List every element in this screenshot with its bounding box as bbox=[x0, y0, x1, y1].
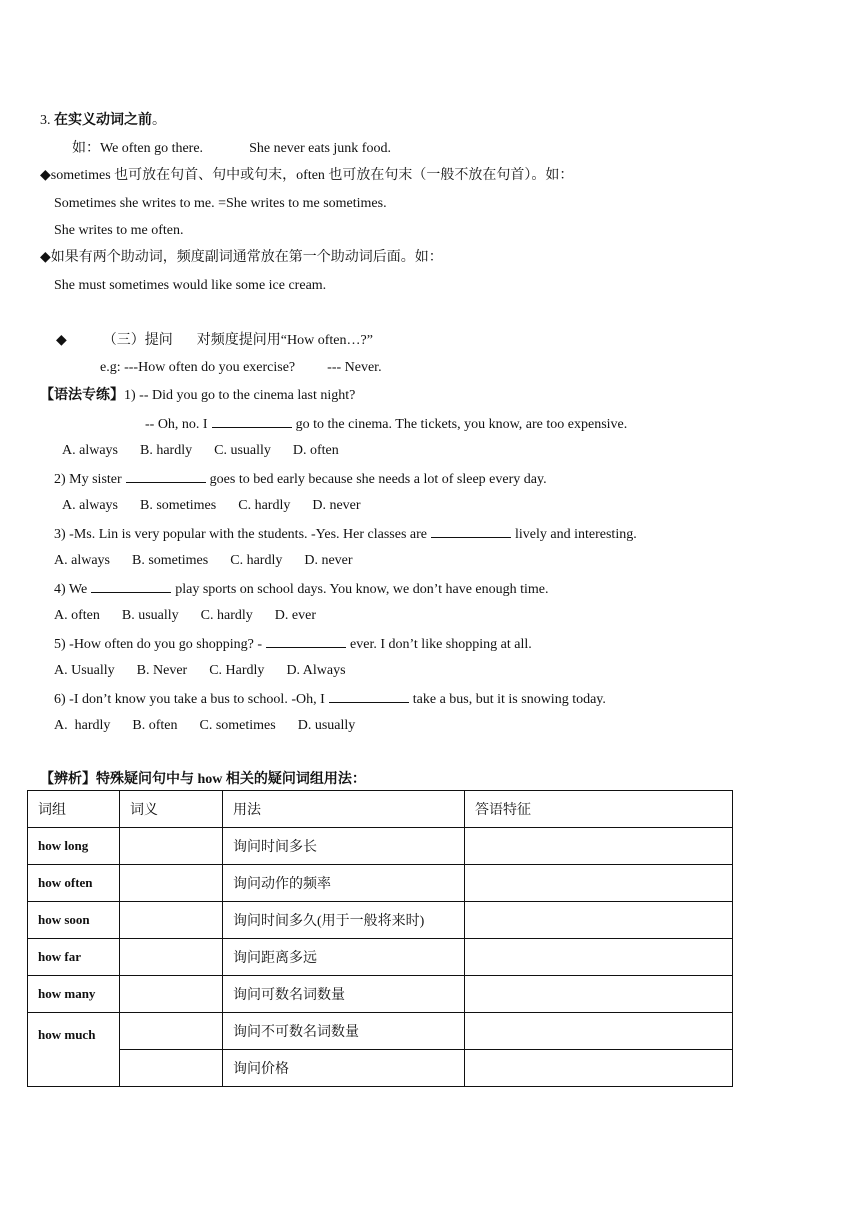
answer-feature-cell bbox=[465, 976, 733, 1013]
example-prefix: 如： bbox=[72, 141, 100, 156]
usage-cell: 询问可数名词数量 bbox=[223, 976, 465, 1013]
note-text: 如果有两个助动词，频度副词通常放在第一个助动词后面。如： bbox=[50, 250, 443, 265]
exercise-5-options bbox=[54, 662, 368, 680]
phrase-cell: how far bbox=[28, 939, 120, 976]
option-a: A. hardly bbox=[54, 718, 111, 733]
usage-cell: 询问距离多远 bbox=[223, 939, 465, 976]
header-phrase: 词组 bbox=[28, 791, 120, 828]
exercise-1-question bbox=[40, 387, 355, 405]
question-text-post: goes to bed early because she needs a lot of sleep every day. bbox=[209, 472, 547, 487]
option-d: D. never bbox=[312, 498, 361, 513]
option-d: D. usually bbox=[297, 718, 356, 733]
analysis-heading bbox=[40, 771, 366, 789]
option-a: A. often bbox=[54, 608, 100, 623]
option-b: B. sometimes bbox=[132, 553, 209, 568]
question-text-pre: 5) -How often do you go shopping? - bbox=[54, 637, 263, 652]
table-row bbox=[28, 1050, 733, 1087]
exercise-3-question bbox=[54, 524, 637, 544]
option-a: A. always bbox=[62, 498, 118, 513]
note-example-2: She writes to me often. bbox=[54, 223, 184, 238]
meaning-cell bbox=[120, 1050, 223, 1087]
option-c: C. usually bbox=[214, 443, 271, 458]
question-text-post: play sports on school days. You know, we don’t have enough time. bbox=[175, 582, 549, 597]
option-d: D. often bbox=[292, 443, 339, 458]
option-b: B. Never bbox=[136, 663, 188, 678]
question-text-post: lively and interesting. bbox=[515, 527, 637, 542]
diamond-bullet-icon: ◆ bbox=[40, 250, 51, 265]
exercise-1-reply bbox=[145, 414, 627, 434]
how-phrases-table bbox=[27, 790, 733, 1087]
exercise-2-options bbox=[62, 497, 383, 515]
note-text: sometimes 也可放在句首、句中或句末，often 也可放在句末（一般不放在句首）。如： bbox=[50, 168, 574, 183]
header-usage: 用法 bbox=[223, 791, 465, 828]
section-3-heading bbox=[40, 112, 166, 130]
option-b: B. sometimes bbox=[140, 498, 217, 513]
option-d: D. Always bbox=[286, 663, 346, 678]
example-sentence-1: We often go there. bbox=[100, 141, 204, 156]
note-sometimes bbox=[40, 167, 573, 185]
example-sentence-2: She never eats junk food. bbox=[249, 141, 391, 156]
table-row bbox=[28, 902, 733, 939]
section-3-example bbox=[72, 140, 391, 158]
answer-blank bbox=[266, 634, 346, 648]
option-a: A. Usually bbox=[54, 663, 115, 678]
option-c: C. hardly bbox=[200, 608, 253, 623]
header-meaning: 词义 bbox=[120, 791, 223, 828]
question-example-text: e.g: ---How often do you exercise? bbox=[100, 360, 296, 375]
question-text-pre: 4) We bbox=[54, 582, 88, 597]
usage-cell: 询问动作的频率 bbox=[223, 865, 465, 902]
exercise-6-question bbox=[54, 689, 606, 709]
usage-cell: 询问时间多长 bbox=[223, 828, 465, 865]
question-text-post: go to the cinema. The tickets, you know, are too expensive. bbox=[295, 417, 628, 432]
answer-feature-cell bbox=[465, 939, 733, 976]
exercise-1-options bbox=[62, 442, 361, 460]
question-text-pre: 3) -Ms. Lin is very popular with the students. -Yes. Her classes are bbox=[54, 527, 428, 542]
exercise-4-options bbox=[54, 607, 338, 625]
option-c: C. Hardly bbox=[209, 663, 265, 678]
exercise-4-question bbox=[54, 579, 549, 599]
option-b: B. usually bbox=[121, 608, 179, 623]
option-c: C. hardly bbox=[230, 553, 283, 568]
answer-feature-cell bbox=[465, 828, 733, 865]
section-title-end: 。 bbox=[152, 113, 166, 128]
answer-blank bbox=[431, 524, 511, 538]
usage-cell: 询问不可数名词数量 bbox=[223, 1013, 465, 1050]
analysis-title: 特殊疑问句中与 how 相关的疑问词组用法： bbox=[96, 772, 366, 787]
diamond-bullet-icon: ◆ bbox=[40, 168, 51, 183]
question-text-post: ever. I don’t like shopping at all. bbox=[350, 637, 532, 652]
answer-blank bbox=[212, 414, 292, 428]
usage-cell: 询问价格 bbox=[223, 1050, 465, 1087]
answer-blank bbox=[126, 469, 206, 483]
question-part: （三）提问 bbox=[102, 333, 173, 348]
answer-feature-cell bbox=[465, 1050, 733, 1087]
section-number: 3. bbox=[40, 113, 54, 128]
question-example-answer: --- Never. bbox=[327, 360, 382, 375]
table-row bbox=[28, 939, 733, 976]
question-example bbox=[100, 359, 382, 377]
phrase-cell: how much bbox=[28, 1013, 120, 1087]
phrase-cell: how often bbox=[28, 865, 120, 902]
table-row bbox=[28, 1013, 733, 1050]
exercise-question-text: 1) -- Did you go to the cinema last night? bbox=[124, 388, 356, 403]
exercise-2-question bbox=[54, 469, 547, 489]
diamond-bullet-icon: ◆ bbox=[56, 333, 67, 348]
table-row bbox=[28, 828, 733, 865]
answer-feature-cell bbox=[465, 865, 733, 902]
section-title: 在实义动词之前 bbox=[54, 113, 152, 128]
meaning-cell bbox=[120, 865, 223, 902]
meaning-cell bbox=[120, 976, 223, 1013]
answer-blank bbox=[91, 579, 171, 593]
question-text-pre: 6) -I don’t know you take a bus to school. -Oh, I bbox=[54, 692, 325, 707]
question-text-post: take a bus, but it is snowing today. bbox=[412, 692, 606, 707]
option-d: D. ever bbox=[274, 608, 316, 623]
answer-feature-cell bbox=[465, 902, 733, 939]
meaning-cell bbox=[120, 828, 223, 865]
table-header-row bbox=[28, 791, 733, 828]
option-a: A. always bbox=[54, 553, 110, 568]
option-b: B. hardly bbox=[140, 443, 193, 458]
note-auxiliary bbox=[40, 249, 443, 267]
meaning-cell bbox=[120, 902, 223, 939]
phrase-cell: how many bbox=[28, 976, 120, 1013]
question-heading bbox=[56, 332, 373, 350]
analysis-label: 【辨析】 bbox=[40, 772, 96, 787]
phrase-cell: how long bbox=[28, 828, 120, 865]
answer-feature-cell bbox=[465, 1013, 733, 1050]
answer-blank bbox=[329, 689, 409, 703]
meaning-cell bbox=[120, 939, 223, 976]
table-row bbox=[28, 976, 733, 1013]
option-b: B. often bbox=[132, 718, 178, 733]
phrase-cell: how soon bbox=[28, 902, 120, 939]
usage-cell: 询问时间多久(用于一般将来时) bbox=[223, 902, 465, 939]
question-text-pre: 2) My sister bbox=[54, 472, 122, 487]
option-c: C. hardly bbox=[238, 498, 291, 513]
exercise-6-options bbox=[54, 717, 377, 735]
question-text: 对频度提问用“How often…?” bbox=[196, 333, 373, 348]
question-text-pre: -- Oh, no. I bbox=[145, 417, 208, 432]
exercise-label: 【语法专练】 bbox=[40, 388, 124, 403]
meaning-cell bbox=[120, 1013, 223, 1050]
option-c: C. sometimes bbox=[199, 718, 276, 733]
header-answer-feature: 答语特征 bbox=[465, 791, 733, 828]
exercise-5-question bbox=[54, 634, 532, 654]
table-row bbox=[28, 865, 733, 902]
option-a: A. always bbox=[62, 443, 118, 458]
note-example-3: She must sometimes would like some ice cream. bbox=[54, 278, 327, 293]
option-d: D. never bbox=[304, 553, 353, 568]
exercise-3-options bbox=[54, 552, 375, 570]
note-example-1: Sometimes she writes to me. =She writes to me sometimes. bbox=[54, 196, 387, 211]
